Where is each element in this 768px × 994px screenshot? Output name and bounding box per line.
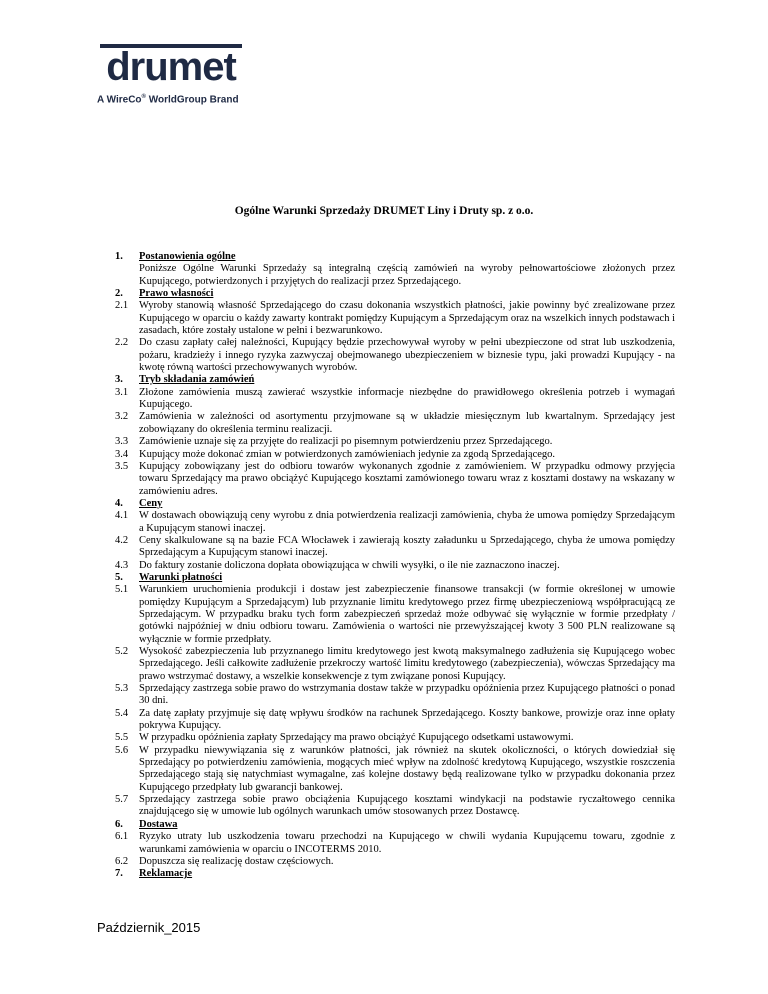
clause-number: 3. — [115, 374, 123, 386]
document-title: Ogólne Warunki Sprzedaży DRUMET Liny i Druty sp. z o.o. — [234, 205, 534, 217]
clause-number: 2.1 — [115, 300, 129, 312]
section-heading-row — [115, 498, 675, 510]
footer-date: Październik_2015 — [97, 920, 201, 935]
section-heading-row — [115, 251, 675, 263]
clause-text: Ryzyko utraty lub uszkodzenia towaru przechodzi na Kupującego w chwili wydania Kupującemu towaru, zgodnie z warunkami zamówienia w oparciu o INCOTERMS 2010. — [139, 831, 675, 855]
clause-row — [115, 263, 675, 288]
clause-row — [115, 831, 675, 856]
clause-number: 1. — [115, 251, 123, 262]
brand-tagline: A WireCo® WorldGroup Brand — [97, 94, 239, 106]
clause-text: Poniższe Ogólne Warunki Sprzedaży są integralną częścią zamówień na wyroby pełnowartościowe złożonych przez Kupującego, potwierdzonych i przyjętych do realizacji przez Sprzedającego. — [139, 263, 675, 287]
clause-number: 6.1 — [115, 831, 129, 843]
section-heading-row — [115, 868, 675, 880]
clause-row — [115, 794, 675, 819]
clause-text: W przypadku niewywiązania się z warunków płatności, jak również na skutek okoliczności, o których dowiedział się Sprzedający po potwierdzeniu zamówienia, mogących mieć wpływ na zdolność kredytową Kupującego, wszystkie roszczenia Sprzedającego stają się natychmiast wymagalne, zaś kolejne dostawy będą realizowane tylko w przypadku dokonania przez Kupującego przedpłaty lub gwarancji bankowej. — [139, 744, 675, 793]
clause-number: 2. — [115, 288, 123, 300]
clause-text: Sprzedający zastrzega sobie prawo do wstrzymania dostaw także w przypadku opóźnienia przez Kupującego płatności o ponad 30 dni. — [139, 683, 675, 707]
clause-number: 5. — [115, 571, 123, 583]
clause-number: 5.5 — [115, 732, 129, 744]
section-heading: Warunki płatności — [139, 571, 223, 583]
clause-row — [115, 411, 675, 436]
section-heading: Prawo własności — [139, 288, 214, 300]
clause-row — [115, 732, 675, 744]
clause-text: Do czasu zapłaty całej należności, Kupujący będzie przechowywał wyroby w pełni ubezpieczone od strat lub uszkodzenia, pożaru, kradzieży i innego ryzyka zazwyczaj obejmowanego ubezpieczeniem w biznesie typu, jaki prowadzi Kupujący - na kwotę równą wartości przechowywanych wyrobów. — [139, 337, 675, 374]
clause-row — [115, 683, 675, 708]
section-heading: Ceny — [139, 497, 163, 509]
clause-row — [115, 436, 675, 448]
clause-row — [115, 337, 675, 374]
section-heading: Postanowienia ogólne — [139, 251, 236, 262]
clause-text: Sprzedający zastrzega sobie prawo obciążenia Kupującego kosztami windykacji na podstawie ryczałtowego cennika znajdującego się w umowie lub ogólnych warunkach umów stosowanych przez Dostawcę. — [139, 794, 675, 818]
clause-row — [115, 387, 675, 412]
clause-row — [115, 461, 675, 498]
clause-row — [115, 584, 675, 646]
clause-number: 6.2 — [115, 855, 129, 867]
clause-row — [115, 300, 675, 337]
clause-text: Za datę zapłaty przyjmuje się datę wpływu środków na rachunek Sprzedającego. Koszty bankowe, prowizje oraz inne opłaty pokrywa Kupujący. — [139, 707, 675, 732]
clause-number: 5.7 — [115, 794, 129, 806]
clause-text: Do faktury zostanie doliczona dopłata obowiązująca w chwili wysyłki, o ile nie zaznaczono inaczej. — [139, 559, 560, 571]
clause-text: Ceny skalkulowane są na bazie FCA Włocławek i zawierają koszty załadunku u Sprzedającego, chyba że umowa pomiędzy Sprzedającym a Kupującym stanowi inaczej. — [139, 534, 675, 559]
section-heading: Dostawa — [139, 818, 178, 830]
section-heading-row — [115, 374, 675, 386]
clause-number: 5.3 — [115, 683, 129, 695]
clause-number: 5.2 — [115, 646, 129, 657]
clause-text: Warunkiem uruchomienia produkcji i dostaw jest zabezpieczenie finansowe transakcji (w formie określonej w umowie pomiędzy Kupującym a Sprzedającym) lub przyznanie limitu kredytowego przez firmę ubezpieczeniową współpracującą ze Sprzedającym. W przypadku braku tych form zabezpieczeń sprzedaż może odbywać się wyłącznie w formie przedpłaty / gotówki najpóźniej w dniu odbioru towaru. Zamówienia o wartości nie przewyższającej kwoty 3 500 PLN realizowane są wyłącznie w formie przedpłaty. — [139, 584, 675, 645]
clause-text: Zamówienia w zależności od asortymentu przyjmowane są w układzie miesięcznym lub kwartalnym. Sprzedający jest zobowiązany do określenia terminu realizacji. — [139, 411, 675, 435]
clause-row — [115, 560, 675, 572]
clause-text: W przypadku opóźnienia zapłaty Sprzedający ma prawo obciążyć Kupującego odsetkami ustawowymi. — [139, 732, 574, 744]
clause-text: Wysokość zabezpieczenia lub przyznanego limitu kredytowego jest kwotą maksymalnego zadłużenia się Kupującego wobec Sprzedającego. Jeśli całkowite zadłużenie przekroczy wartość limitu kredytowego (zabezpieczenia), wówczas Sprzedający ma prawo wstrzymać dostawy, a wszelkie konsekwencje z tym związane ponosi Kupujący. — [139, 646, 675, 682]
clause-number: 2.2 — [115, 337, 129, 349]
section-heading-row — [115, 572, 675, 584]
clause-number: 3.5 — [115, 460, 129, 472]
clause-text: Kupujący zobowiązany jest do odbioru towarów wykonanych zgodnie z zamówieniem. W przypadku odmowy przyjęcia towaru Sprzedający ma prawo obciążyć Kupującego kosztami zamówionego towaru wraz z kosztami dostawy na wskazany w zamówieniu adres. — [139, 460, 675, 497]
section-heading: Tryb składania zamówień — [139, 374, 255, 386]
clause-row — [115, 856, 675, 868]
clause-number: 3.3 — [115, 436, 129, 448]
clause-number: 5.4 — [115, 707, 129, 719]
drumet-logo — [96, 44, 246, 86]
section-heading-row — [115, 288, 675, 300]
clause-number: 4.2 — [115, 534, 129, 546]
clause-text: Kupujący może dokonać zmian w potwierdzonych zamówieniach jedynie za zgodą Sprzedającego. — [139, 448, 556, 460]
clause-row — [115, 708, 675, 733]
clause-number: 5.1 — [115, 584, 129, 596]
section-heading-row — [115, 819, 675, 831]
clause-text: Wyroby stanowią własność Sprzedającego do czasu dokonania wszystkich płatności, jakie powinny być zrealizowane przez Kupującego w oparciu o każdy zawarty kontrakt pomiędzy Kupującym a Sprzedającym oraz na wszelkich innych podstawach i zasadach, które zostały ustalone w pełni i bezwarunkowo. — [139, 300, 675, 337]
clause-number: 7. — [115, 868, 123, 880]
clause-text: Dopuszcza się realizację dostaw częściowych. — [139, 855, 334, 867]
clause-number: 6. — [115, 818, 123, 830]
section-heading: Reklamacje — [139, 868, 193, 880]
clause-number: 4.3 — [115, 559, 129, 571]
terms-list — [115, 251, 675, 881]
clause-number: 5.6 — [115, 744, 129, 756]
clause-number: 3.4 — [115, 448, 129, 460]
clause-number: 3.2 — [115, 411, 129, 423]
clause-text: Zamówienie uznaje się za przyjęte do realizacji po pisemnym potwierdzeniu przez Sprzedającego. — [139, 436, 553, 448]
clause-number: 3.1 — [115, 386, 129, 398]
clause-number: 4. — [115, 497, 123, 509]
logo-wordmark: drumet — [106, 45, 236, 86]
clause-number: 4.1 — [115, 510, 129, 522]
clause-text: W dostawach obowiązują ceny wyrobu z dnia potwierdzenia realizacji zamówienia, chyba że umowa pomiędzy Sprzedającym a Kupującym stanowi inaczej. — [139, 510, 675, 534]
clause-row — [115, 745, 675, 794]
clause-row — [115, 449, 675, 461]
clause-row — [115, 510, 675, 535]
clause-number — [115, 263, 139, 288]
clause-row — [115, 535, 675, 560]
clause-row — [115, 646, 675, 683]
clause-text: Złożone zamówienia muszą zawierać wszystkie informacje niezbędne do prawidłowego określenia potrzeb i wymagań Kupującego. — [139, 386, 675, 411]
